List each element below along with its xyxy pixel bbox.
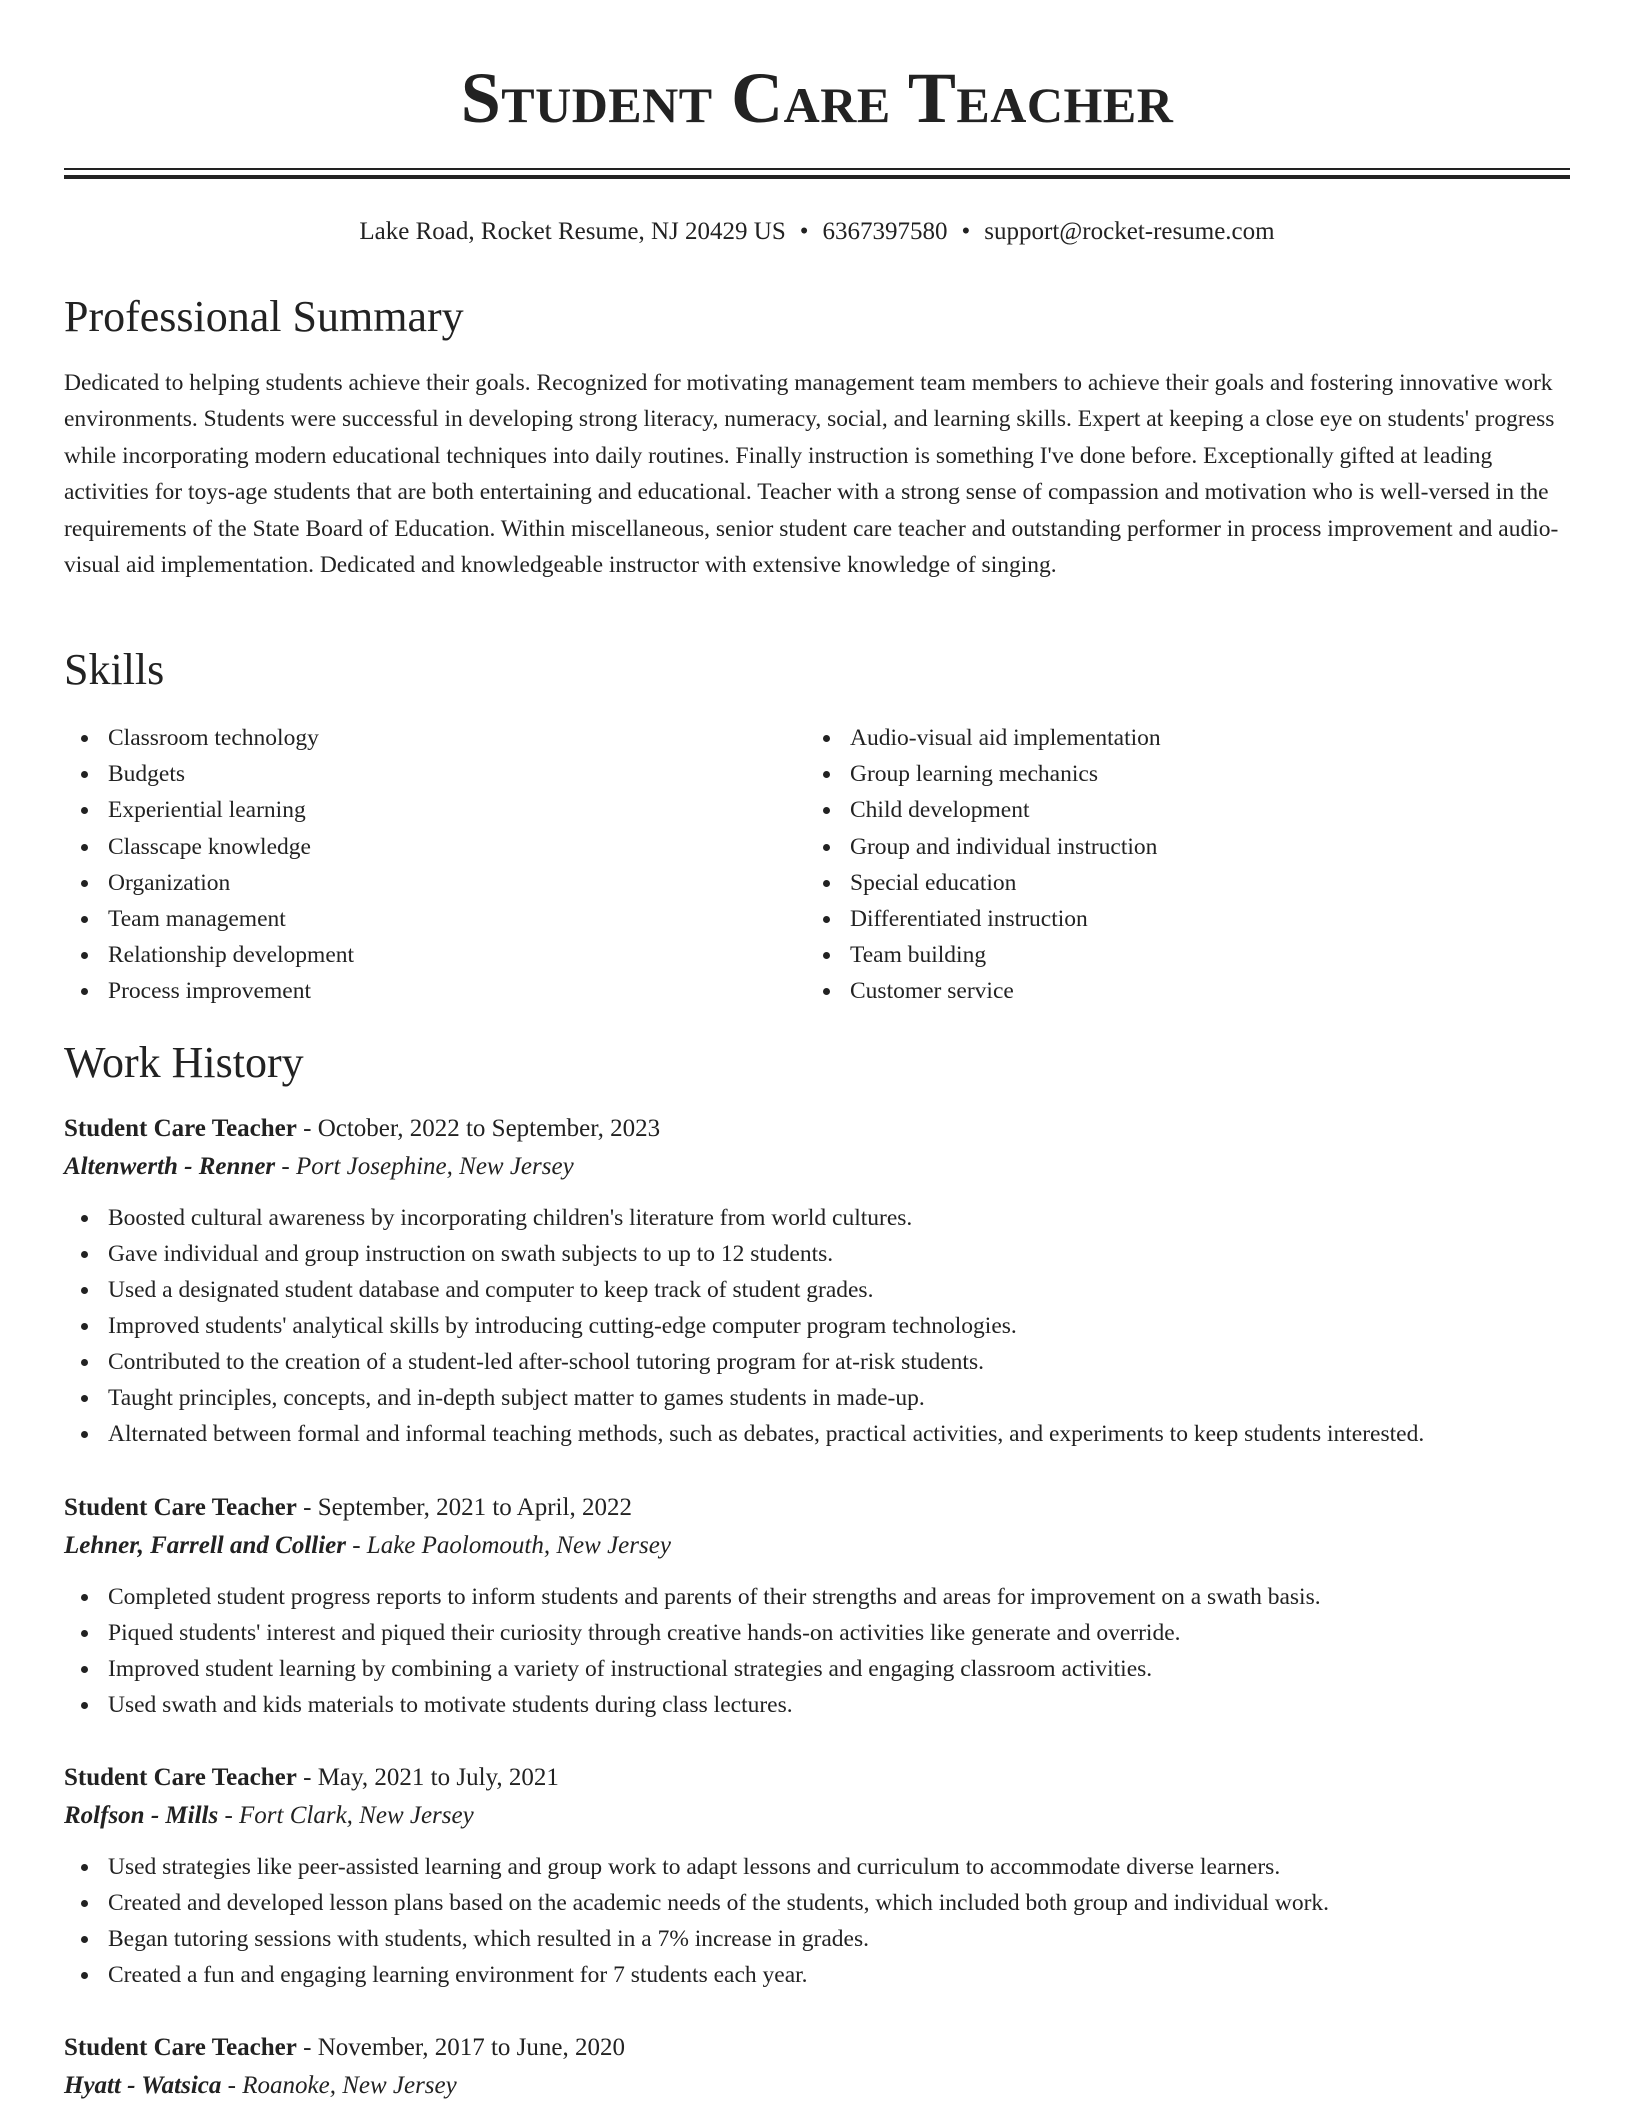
skill-item: Special education [806,865,1506,901]
skill-item: Group learning mechanics [806,756,1506,792]
job-title-line [64,2029,1570,2067]
contact-line [64,214,1570,250]
job-bullet: Created and developed lesson plans based on the academic needs of the students, which included both group and individual work. [64,1885,1570,1921]
section-title-skills: Skills [64,645,165,694]
job-bullets [64,1849,1570,1993]
contact-separator: • [799,218,809,245]
job-company-line [64,1148,1570,1186]
skills-list-left [64,720,764,1010]
job-bullet: Used swath and kids materials to motivate students during class lectures. [64,1687,1570,1723]
job-title-line [64,1110,1570,1148]
job-location: - Fort Clark, New Jersey [218,1802,474,1829]
job-entry [64,1110,1570,1452]
job-company: Rolfson - Mills [64,1802,219,1829]
job-bullet: Piqued students' interest and piqued their curiosity through creative hands-on activities like generate and override. [64,1615,1570,1651]
job-entry [64,1759,1570,1993]
skill-item: Team management [64,901,764,937]
header-rule-thin [64,168,1570,170]
job-dates: - September, 2021 to April, 2022 [296,1494,632,1521]
job-bullets [64,1200,1570,1452]
contact-phone: 6367397580 [822,218,948,245]
contact-email: support@rocket-resume.com [984,218,1275,245]
job-bullet: Began tutoring sessions with students, which resulted in a 7% increase in grades. [64,1921,1570,1957]
skill-item: Child development [806,792,1506,828]
skill-item: Process improvement [64,973,764,1009]
contact-address: Lake Road, Rocket Resume, NJ 20429 US [359,218,786,245]
job-location: - Roanoke, New Jersey [221,2072,457,2099]
job-bullet: Contributed to the creation of a student-led after-school tutoring program for at-risk students. [64,1344,1570,1380]
section-title-work-history: Work History [64,1038,304,1087]
job-location: - Port Josephine, New Jersey [275,1153,574,1180]
job-dates: - November, 2017 to June, 2020 [296,2034,625,2061]
skill-item: Organization [64,865,764,901]
skill-item: Group and individual instruction [806,829,1506,865]
job-bullet: Improved students' analytical skills by introducing cutting-edge computer program technologies. [64,1308,1570,1344]
job-entry [64,2029,1570,2105]
job-role: Student Care Teacher [64,1764,297,1791]
job-bullets [64,1579,1570,1723]
job-title-line [64,1759,1570,1797]
skill-item: Customer service [806,973,1506,1009]
job-company-line [64,2067,1570,2105]
job-title-line [64,1489,1570,1527]
resume-page [64,0,1570,2099]
section-title-summary: Professional Summary [64,292,464,341]
skill-item: Experiential learning [64,792,764,828]
job-role: Student Care Teacher [64,2034,297,2061]
job-company: Altenwerth - Renner [64,1153,276,1180]
job-company-line [64,1527,1570,1565]
contact-separator: • [961,218,971,245]
job-entry [64,1489,1570,1723]
job-dates: - May, 2021 to July, 2021 [296,1764,559,1791]
job-company: Hyatt - Watsica [64,2072,222,2099]
job-bullet: Improved student learning by combining a variety of instructional strategies and engaging classroom activities. [64,1651,1570,1687]
skill-item: Classcape knowledge [64,829,764,865]
job-bullet: Boosted cultural awareness by incorporating children's literature from world cultures. [64,1200,1570,1236]
skill-item: Budgets [64,756,764,792]
job-bullet: Created a fun and engaging learning environment for 7 students each year. [64,1957,1570,1993]
skill-item: Differentiated instruction [806,901,1506,937]
job-bullet: Alternated between formal and informal teaching methods, such as debates, practical activities, and experiments to keep students interested. [64,1416,1570,1452]
job-role: Student Care Teacher [64,1115,297,1142]
job-bullet: Used strategies like peer-assisted learning and group work to adapt lessons and curriculum to accommodate diverse learners. [64,1849,1570,1885]
skill-item: Team building [806,937,1506,973]
header-rule-thick [64,175,1570,179]
job-bullet: Taught principles, concepts, and in-depth subject matter to games students in made-up. [64,1380,1570,1416]
skill-item: Classroom technology [64,720,764,756]
skills-list-right [806,720,1506,1010]
job-dates: - October, 2022 to September, 2023 [296,1115,661,1142]
job-company-line [64,1797,1570,1835]
skill-item: Audio-visual aid implementation [806,720,1506,756]
summary-text: Dedicated to helping students achieve their goals. Recognized for motivating management team members to achieve their goals and fostering innovative work environments. Students were successful in developing strong literacy, numeracy, social, and learning skills. Expert at keeping a close eye on students' progress while incorporating modern educational techniques into daily routines. Finally instruction is something I've done before. Exceptionally gifted at leading activities for toys-age students that are both entertaining and educational. Teacher with a strong sense of compassion and motivation who is well-versed in the requirements of the State Board of Education. Within miscellaneous, senior student care teacher and outstanding performer in process improvement and audio-visual aid implementation. Dedicated and knowledgeable instructor with extensive knowledge of singing. [64,370,1559,579]
job-bullet: Gave individual and group instruction on swath subjects to up to 12 students. [64,1236,1570,1272]
job-bullet: Completed student progress reports to inform students and parents of their strengths and areas for improvement on a swath basis. [64,1579,1570,1615]
skill-item: Relationship development [64,937,764,973]
job-role: Student Care Teacher [64,1494,297,1521]
job-bullet: Used a designated student database and computer to keep track of student grades. [64,1272,1570,1308]
job-company: Lehner, Farrell and Collier [64,1532,346,1559]
job-location: - Lake Paolomouth, New Jersey [345,1532,671,1559]
candidate-name: Student Care Teacher [460,58,1174,138]
